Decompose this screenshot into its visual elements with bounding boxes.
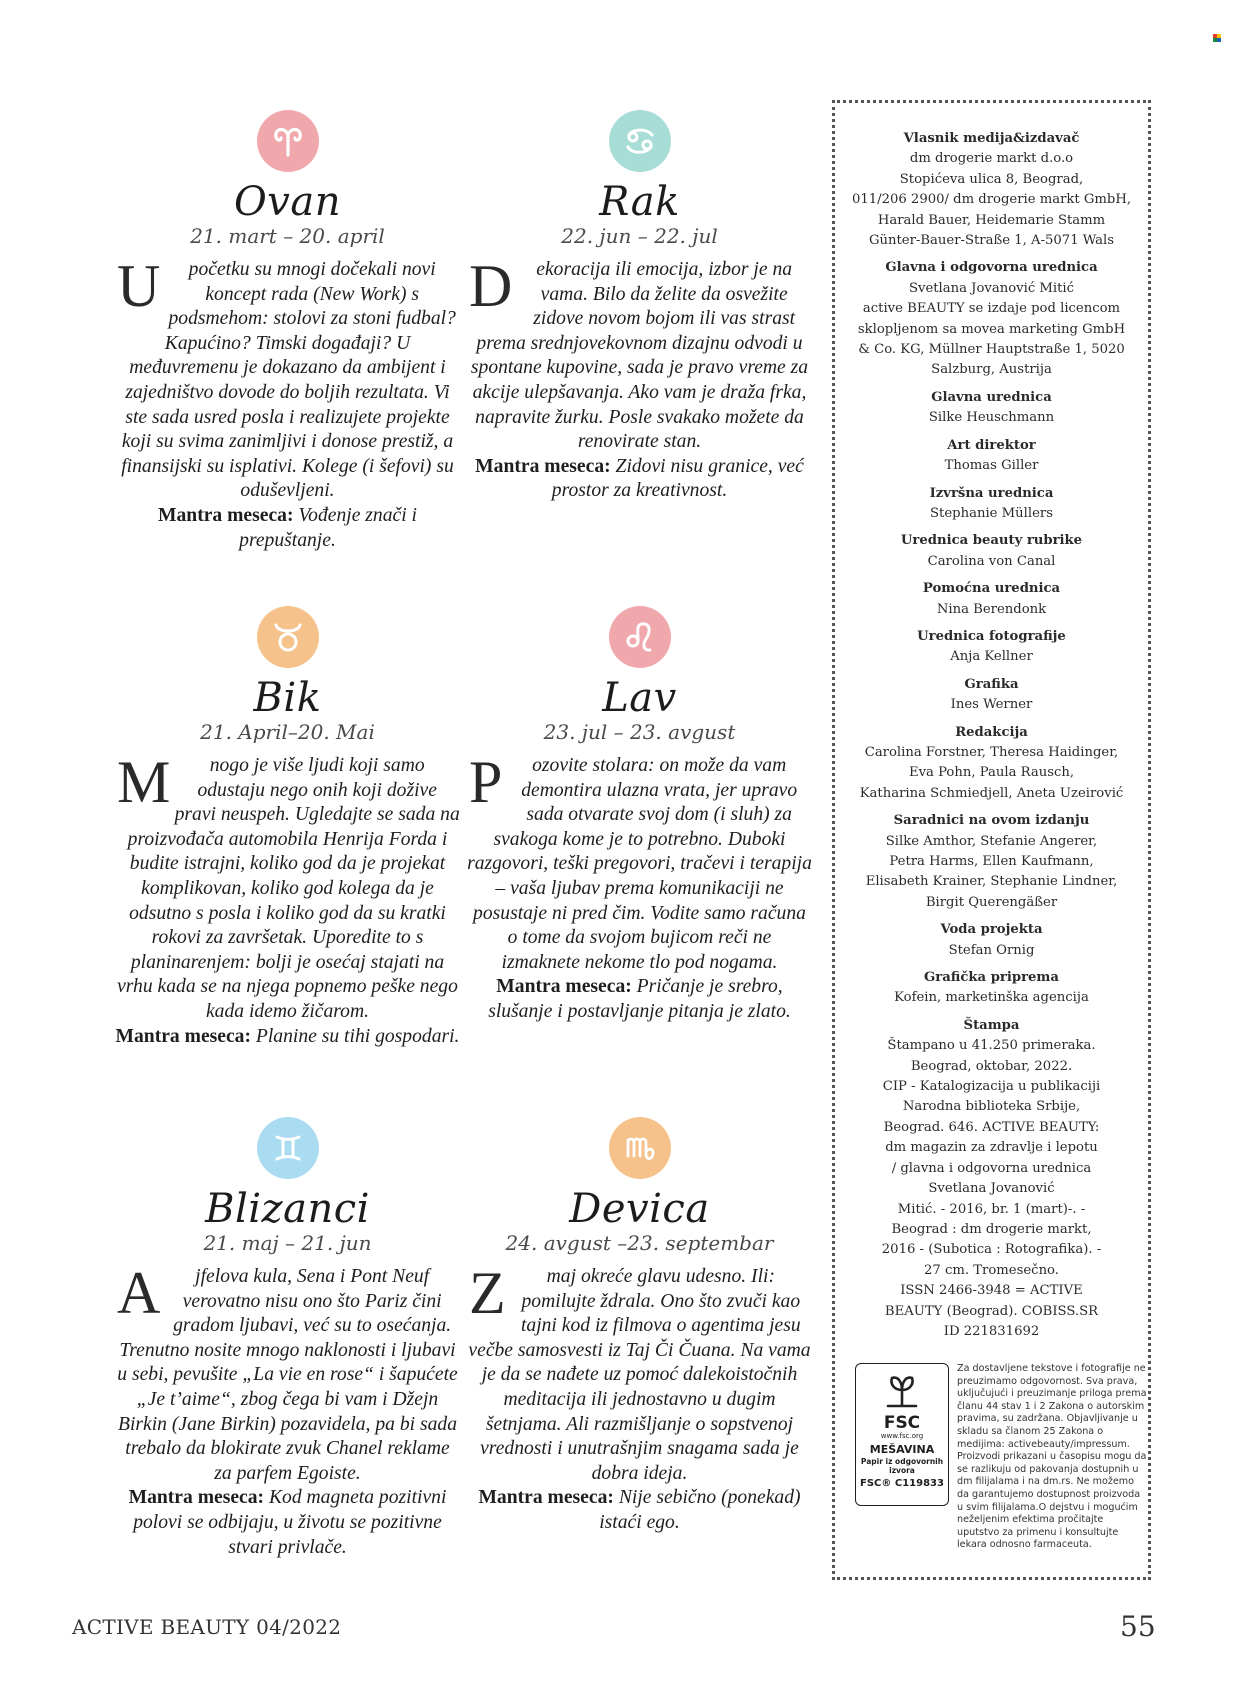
horoscope-gemini bbox=[115, 1117, 460, 1560]
imprint-section bbox=[841, 258, 1142, 380]
imprint-line: dm magazin za zdravlje i lepotu bbox=[885, 1140, 1098, 1156]
imprint-line: active BEAUTY se izdaje pod licencom bbox=[862, 301, 1121, 317]
horoscope-virgo bbox=[467, 1117, 812, 1536]
imprint-line: Petra Harms, Ellen Kaufmann, bbox=[889, 854, 1094, 869]
imprint-section bbox=[841, 723, 1142, 805]
imprint-line: sklopljenom sa movea marketing GmbH bbox=[857, 321, 1126, 337]
imprint-section bbox=[841, 484, 1142, 525]
sign-title: Blizanci bbox=[205, 1186, 370, 1232]
imprint-line: Stephanie Müllers bbox=[930, 505, 1053, 521]
fsc-brand: FSC bbox=[883, 1413, 921, 1433]
imprint-line: Stefan Ornig bbox=[948, 942, 1035, 958]
sign-body bbox=[115, 1260, 460, 1560]
disclaimer-text: Za dostavljene tekstove i fotografije ne preuzimamo odgovornost. Sva prava, uključujući i preuzimanje priloga prema članu 44 stav 1 i 2 Zakona o autorskim pravima, su zadržana. Objavljivanje u skladu sa članom 25 Zakona o medijima: activebeauty/impressum. Proizvodi prikazani u časopisu mogu da se razlikuju od pakovanja dostupnih u dm filijalama i na dm.rs. Ne možemo da garantujemo dostupnost proizvoda u svim filijalama.O dejstvu i mogućim neželjenim efektima pročitajte uputstvo za primenu i konsultujte lekara odnosno farmaceuta. bbox=[957, 1363, 1147, 1551]
leo-icon bbox=[609, 606, 671, 668]
drop-cap: P bbox=[469, 749, 503, 815]
imprint-section bbox=[841, 968, 1142, 1009]
imprint-section bbox=[841, 920, 1142, 961]
imprint-line: Carolina von Canal bbox=[927, 553, 1056, 569]
imprint-section-title: Izvršna urednica bbox=[929, 485, 1054, 501]
imprint-line: Günter-Bauer-Straße 1, A-5071 Wals bbox=[868, 233, 1115, 249]
mantra-label: Mantra meseca: bbox=[115, 1025, 251, 1047]
imprint-line: Thomas Giller bbox=[944, 458, 1039, 474]
mantra-label: Mantra meseca: bbox=[475, 455, 611, 477]
sign-dates: 23. jul – 23. avgust bbox=[543, 720, 736, 744]
imprint-box bbox=[832, 100, 1151, 1580]
imprint-line: Carolina Forstner, Theresa Haidinger, bbox=[864, 744, 1119, 760]
mantra-label: Mantra meseca: bbox=[478, 1487, 614, 1509]
imprint-section-title: Vlasnik medija&izdavač bbox=[903, 131, 1080, 146]
sign-dates: 21. mart – 20. april bbox=[190, 224, 385, 248]
sign-title: Rak bbox=[599, 179, 680, 225]
imprint-section bbox=[841, 436, 1142, 477]
imprint-section bbox=[841, 129, 1142, 251]
imprint-line: Silke Amthor, Stefanie Angerer, bbox=[885, 833, 1098, 849]
imprint-line: Harald Bauer, Heidemarie Stamm bbox=[877, 212, 1106, 228]
imprint-line: Svetlana Jovanović bbox=[928, 1181, 1055, 1197]
imprint-section bbox=[841, 811, 1142, 913]
drop-cap: D bbox=[469, 253, 513, 319]
imprint-section-title: Art direktor bbox=[947, 437, 1036, 453]
imprint-section bbox=[841, 531, 1142, 572]
imprint-line: Narodna biblioteka Srbije, bbox=[902, 1099, 1081, 1115]
sign-title: Ovan bbox=[234, 179, 341, 225]
sign-dates: 24. avgust –23. septembar bbox=[505, 1231, 774, 1255]
imprint-section-title: Redakcija bbox=[955, 724, 1028, 740]
mantra-label: Mantra meseca: bbox=[496, 976, 632, 998]
horoscope-aries bbox=[115, 110, 460, 553]
gemini-icon bbox=[257, 1117, 319, 1179]
imprint-section-title: Urednica fotografije bbox=[917, 628, 1066, 644]
imprint-line: & Co. KG, Müllner Hauptstraße 1, 5020 bbox=[858, 342, 1125, 358]
imprint-line: Štampano u 41.250 primeraka. bbox=[887, 1038, 1096, 1054]
color-registration-mark bbox=[1213, 34, 1221, 42]
imprint-line: Katharina Schmiedjell, Aneta Uzeirović bbox=[859, 785, 1124, 801]
imprint-line: Nina Berendonk bbox=[936, 601, 1047, 617]
sign-body bbox=[467, 749, 812, 1025]
imprint-line: CIP - Katalogizacija u publikaciji bbox=[882, 1079, 1101, 1095]
imprint-section bbox=[841, 627, 1142, 668]
imprint-section-title: Pomoćna urednica bbox=[922, 581, 1061, 597]
cancer-icon bbox=[609, 110, 671, 172]
sign-body bbox=[467, 253, 812, 504]
mantra-label: Mantra meseca: bbox=[128, 1487, 265, 1509]
sign-body-text: ekoracija ili emocija, izbor je na vama. Bilo da želite da osvežite zidove novom bojom ili vas strast prema srednjovekovnom dizajnu odvodi u spontane kupovine, sada je pravo vreme za akcije ulepšavanja. Ako vam je draža frka, napravite žurku. Posle svakako možete da renovirate stan. bbox=[470, 259, 809, 453]
magazine-issue: ACTIVE BEAUTY 04/2022 bbox=[72, 1615, 342, 1639]
imprint-line: Birgit Querengäßer bbox=[925, 894, 1058, 910]
imprint-section-title: Voda projekta bbox=[940, 922, 1043, 938]
fsc-tree-icon bbox=[856, 1372, 948, 1414]
imprint-line: BEAUTY (Beograd). COBISS.SR bbox=[884, 1303, 1099, 1319]
imprint-section-title: Glavna urednica bbox=[931, 389, 1052, 405]
sign-dates: 21. maj – 21. jun bbox=[203, 1231, 372, 1255]
mantra-text: Vođenje znači i prepuštanje. bbox=[239, 504, 417, 551]
imprint-line: Elisabeth Krainer, Stephanie Lindner, bbox=[865, 874, 1118, 890]
sign-body-text: ozovite stolara: on može da vam demontira ulazna vrata, jer upravo sada otvarate svoj dom (i sluh) za svakoga kome je to potrebno. Duboki razgovori, teški pregovori, tračevi i terapija – vaša ljubav prema komunikaciji ne posustaje ni pred čim. Vodite samo računa o tome da svojom bujicom reči ne izmaknete nekome tlo pod nogama. bbox=[467, 755, 812, 973]
imprint-list bbox=[835, 103, 1148, 1342]
imprint-line: Anja Kellner bbox=[950, 649, 1033, 665]
mantra-label: Mantra meseca: bbox=[158, 504, 294, 526]
sign-body-text: maj okreće glavu udesno. Ili: pomilujte ždrala. Ono što zvuči kao tajni kod iz filmova o agentima jesu večbe samosvesti iz Taj Či Čuana. Na vama je da se nađete uz pomoć dalekoistočnih meditacija ili jednostavno u dugim šetnjama. Ali razmišljanje o sopstvenoj vrednosti i unutrašnjim snagama sada je dobra ideja. bbox=[468, 1266, 811, 1484]
sign-body-text: jfelova kula, Sena i Pont Neuf verovatno nisu ono što Pariz čini gradom ljubavi, već su to osećanja. Trenutno nosite mnogo naklonosti i ljubavi u sebi, pevušite „La vie en rose“ i šapućete „Je t’aime“, zbog čega bi vam i Džejn Birkin (Jane Birkin) pozavidela, pa bi sada trebalo da blokirate zvuk Chanel reklame za parfem Egoiste. bbox=[117, 1266, 458, 1484]
drop-cap: Z bbox=[469, 1260, 506, 1326]
imprint-line: ID 221831692 bbox=[943, 1323, 1040, 1339]
horoscope-leo bbox=[467, 606, 812, 1025]
aries-icon bbox=[257, 110, 319, 172]
imprint-line: Mitić. - 2016, br. 1 (mart)-. - bbox=[897, 1201, 1086, 1217]
sign-title: Bik bbox=[253, 675, 322, 721]
drop-cap: A bbox=[117, 1260, 161, 1326]
imprint-line: ISSN 2466-3948 = ACTIVE bbox=[900, 1283, 1083, 1299]
imprint-section bbox=[841, 675, 1142, 716]
imprint-line: Ines Werner bbox=[950, 697, 1033, 713]
imprint-section-title: Grafika bbox=[964, 676, 1019, 692]
fsc-logo bbox=[855, 1363, 949, 1506]
mantra-text: Zidovi nisu granice, već prostor za kreativnost. bbox=[551, 455, 804, 502]
imprint-section-title: Glavna i odgovorna urednica bbox=[885, 260, 1098, 276]
imprint-section-title: Urednica beauty rubrike bbox=[900, 533, 1083, 549]
mantra-text: Nije sebično (ponekad) istaći ego. bbox=[599, 1487, 801, 1533]
sign-body bbox=[467, 1260, 812, 1536]
fsc-mix: MEŠAVINA bbox=[869, 1443, 935, 1456]
fsc-code: FSC® C119833 bbox=[860, 1478, 944, 1489]
sign-title: Lav bbox=[602, 675, 677, 721]
imprint-line: Beograd. 646. ACTIVE BEAUTY: bbox=[883, 1119, 1100, 1135]
sign-body-text: nogo je više ljudi koji samo odustaju nego onih koji dožive pravi neuspeh. Ugledajte se sada na proizvođača automobila Henrija Forda i budite istrajni, koliko god da je projekat komplikovan, koliko god kolega da je odsutno s posla i koliko god da su kratki rokovi za završetak. Uporedite to s planinarenjem: bolji je osećaj stajati na vrhu kada se na njega popnemo peške nego kada idemo žičarom. bbox=[117, 755, 460, 1022]
imprint-line: Stopićeva ulica 8, Beograd, bbox=[899, 171, 1084, 187]
mantra-text: Planine su tihi gospodari. bbox=[255, 1025, 460, 1047]
imprint-line: Eva Pohn, Paula Rausch, bbox=[908, 765, 1075, 781]
mantra-text: Pričanje je srebro, slušanje i postavljanje pitanja je zlato. bbox=[488, 976, 791, 1022]
drop-cap: M bbox=[117, 749, 171, 815]
imprint-line: dm drogerie markt d.o.o bbox=[909, 151, 1074, 167]
imprint-line: 011/206 2900/ dm drogerie markt GmbH, bbox=[851, 192, 1132, 208]
imprint-line: / glavna i odgovorna urednica bbox=[891, 1160, 1092, 1176]
sign-title: Devica bbox=[569, 1186, 710, 1232]
imprint-section-title: Saradnici na ovom izdanju bbox=[893, 813, 1090, 829]
imprint-line: Kofein, marketinška agencija bbox=[894, 990, 1089, 1006]
imprint-line: 27 cm. Tromesečno. bbox=[924, 1262, 1059, 1278]
imprint-section-title: Štampa bbox=[963, 1017, 1020, 1033]
imprint-line: Beograd : dm drogerie markt, bbox=[891, 1221, 1092, 1237]
horoscope-taurus bbox=[115, 606, 460, 1049]
sign-body-text: početku su mnogi dočekali novi koncept rada (New Work) s podsmehom: stolovi za stoni fudbal? Kapućino? Timski događaji? U međuvremenu je dokazano da ambijent i zajedništvo dovode do boljih rezultata. Vi ste sada usred posla i realizujete projekte koji su svima zanimljivi i donose prestiž, a finansijski su isplativi. Kolege (i šefovi) su oduševljeni. bbox=[121, 259, 456, 502]
fsc-site: www.fsc.org bbox=[880, 1432, 924, 1440]
imprint-line: Silke Heuschmann bbox=[928, 410, 1055, 426]
sign-dates: 22. jun – 22. jul bbox=[561, 224, 718, 248]
imprint-line: Salzburg, Austrija bbox=[931, 362, 1052, 378]
imprint-section bbox=[841, 388, 1142, 429]
imprint-section bbox=[841, 1016, 1142, 1343]
imprint-line: Svetlana Jovanović Mitić bbox=[908, 280, 1075, 296]
fsc-paper: Papir iz odgovornih izvora bbox=[860, 1457, 944, 1475]
imprint-line: Beograd, oktobar, 2022. bbox=[910, 1058, 1073, 1074]
imprint-section-title: Grafička priprema bbox=[924, 970, 1059, 986]
sign-dates: 21. April–20. Mai bbox=[200, 720, 375, 744]
sign-body bbox=[115, 253, 460, 553]
virgo-icon bbox=[609, 1117, 671, 1179]
page-number: 55 bbox=[1120, 1610, 1156, 1643]
drop-cap: U bbox=[117, 253, 161, 319]
sign-body bbox=[115, 749, 460, 1049]
horoscope-cancer bbox=[467, 110, 812, 504]
taurus-icon bbox=[257, 606, 319, 668]
imprint-line: 2016 - (Subotica : Rotografika). - bbox=[881, 1242, 1102, 1258]
mantra-text: Kod magneta pozitivni polovi se odbijaju, u životu se pozitivne stvari privlače. bbox=[133, 1487, 447, 1558]
imprint-section bbox=[841, 579, 1142, 620]
